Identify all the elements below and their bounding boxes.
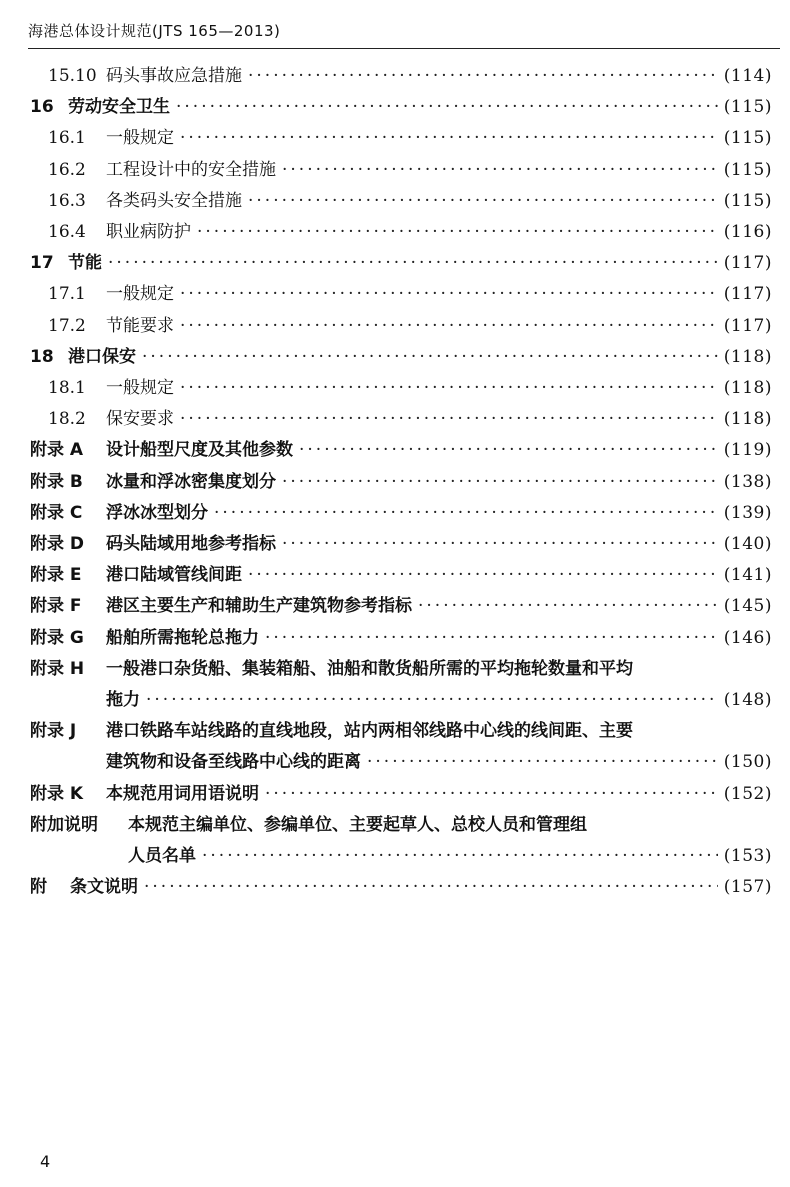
dot-leader (248, 187, 718, 215)
toc-entry (0, 748, 790, 776)
dot-leader (367, 748, 718, 776)
toc-entry-page: (141) (723, 565, 772, 586)
toc-entry-number: 16.1 (48, 128, 86, 149)
dot-leader (180, 124, 718, 152)
toc-entry-title: 一般港口杂货船、集装箱船、油船和散货船所需的平均拖轮数量和平均 (106, 658, 633, 679)
toc-entry-number: 18.2 (48, 409, 86, 430)
toc-entry-page: (157) (723, 877, 772, 898)
toc-entry-page: (119) (723, 440, 772, 461)
toc-entry (0, 249, 790, 277)
toc-entry (0, 218, 790, 246)
toc-entry-number: 附录 D (30, 534, 85, 554)
dot-leader (248, 561, 718, 589)
toc-entry-title: 港口陆域管线间距 (106, 565, 242, 586)
toc-entry-page: (115) (723, 128, 772, 149)
dot-leader (180, 280, 718, 308)
toc-entry-title: 劳动安全卫生 (68, 97, 170, 118)
toc-entry-title: 条文说明 (70, 877, 138, 898)
toc-entry-number: 附加说明 (30, 814, 98, 835)
toc-entry-number: 附录 J (30, 721, 77, 742)
toc-entry (0, 187, 790, 215)
toc-entry-page: (118) (723, 346, 772, 367)
toc-entry-page: (138) (723, 471, 772, 492)
toc-entry-page: (148) (723, 690, 772, 710)
toc-entry-title: 本规范主编单位、参编单位、主要起草人、总校人员和管理组 (128, 814, 587, 835)
toc-entry-page: (115) (723, 159, 772, 180)
toc-entry-number: 15.10 (48, 66, 97, 86)
dot-leader (144, 873, 718, 901)
toc-entry (0, 62, 790, 90)
toc-entry-title: 节能 (68, 253, 102, 274)
toc-entry (0, 873, 790, 901)
toc-entry-number: 附录 K (30, 783, 84, 804)
toc-entry-title: 拖力 (106, 690, 140, 710)
toc-entry-number: 16 (30, 97, 54, 118)
toc-entry-title: 一般规定 (106, 128, 174, 149)
toc-entry-page: (114) (723, 66, 772, 86)
toc-entry-page: (150) (723, 752, 772, 773)
toc-entry-page: (118) (723, 409, 772, 430)
toc-entry-number: 附录 H (30, 658, 85, 679)
toc-entry (0, 780, 790, 808)
toc-entry-page: (115) (723, 97, 772, 118)
toc-entry-title: 码头陆域用地参考指标 (106, 534, 276, 554)
toc-entry-number: 18 (30, 346, 54, 367)
dot-leader (180, 374, 718, 402)
dot-leader (180, 405, 718, 433)
toc-entry-title: 人员名单 (128, 846, 196, 866)
toc-entry (0, 717, 790, 745)
toc-entry (0, 592, 790, 620)
toc-entry (0, 811, 790, 839)
toc-entry-title: 保安要求 (106, 409, 174, 430)
toc-entry (0, 436, 790, 464)
toc-entry-number: 17.1 (48, 284, 86, 305)
dot-leader (265, 624, 718, 652)
toc-entry-title: 设计船型尺度及其他参数 (106, 440, 293, 461)
dot-leader (146, 686, 718, 714)
page-number: 4 (40, 1152, 51, 1171)
toc-entry-number: 附录 G (30, 627, 84, 648)
toc-entry (0, 156, 790, 184)
toc-entry-page: (152) (723, 783, 772, 804)
dot-leader (214, 499, 718, 527)
toc-entry-title: 节能要求 (106, 315, 174, 336)
toc-entry-title: 一般规定 (106, 378, 174, 398)
toc-entry-number: 18.1 (48, 378, 86, 398)
toc-entry (0, 499, 790, 527)
dot-leader (202, 842, 718, 870)
toc-entry-page: (153) (723, 846, 772, 866)
dot-leader (248, 62, 718, 90)
toc-entry-number: 附录 F (30, 596, 82, 617)
toc-entry-number: 附录 B (30, 471, 83, 492)
dot-leader (282, 468, 718, 496)
dot-leader (180, 312, 718, 340)
toc-entry-title: 港口铁路车站线路的直线地段，站内两相邻线路中心线的线间距、主要 (106, 721, 633, 742)
dot-leader (418, 592, 718, 620)
toc-entry-page: (146) (723, 627, 772, 648)
toc-entry-page: (117) (723, 253, 772, 274)
toc-entry-title: 本规范用词用语说明 (106, 783, 259, 804)
toc-entry-page: (115) (723, 190, 772, 211)
toc-entry-number: 附录 C (30, 502, 83, 523)
dot-leader (265, 780, 718, 808)
toc-entry-title: 冰量和浮冰密集度划分 (106, 471, 276, 492)
toc-entry-title: 浮冰冰型划分 (106, 502, 208, 523)
toc-entry-number: 16.4 (48, 222, 86, 242)
toc-entry (0, 93, 790, 121)
toc-entry-title: 工程设计中的安全措施 (106, 159, 276, 180)
toc-entry-number: 17.2 (48, 315, 86, 336)
toc-entry (0, 405, 790, 433)
toc-entry-page: (118) (723, 378, 772, 398)
toc-entry-page: (117) (723, 284, 772, 305)
header-divider (28, 48, 780, 49)
dot-leader (108, 249, 718, 277)
toc-entry-number: 附录 A (30, 440, 84, 461)
toc-entry (0, 124, 790, 152)
toc-entry-page: (140) (723, 534, 772, 554)
toc-entry-title: 码头事故应急措施 (106, 66, 242, 86)
toc-entry-title: 建筑物和设备至线路中心线的距离 (106, 752, 361, 773)
toc-entry-page: (117) (723, 315, 772, 336)
toc-entry-title: 港区主要生产和辅助生产建筑物参考指标 (106, 596, 412, 617)
dot-leader (299, 436, 718, 464)
toc-entry (0, 468, 790, 496)
toc-entry (0, 686, 790, 714)
toc-entry-title: 职业病防护 (106, 222, 191, 242)
dot-leader (282, 530, 718, 558)
toc-entry (0, 374, 790, 402)
toc-entry (0, 280, 790, 308)
dot-leader (282, 156, 718, 184)
toc-entry-number: 附录 E (30, 565, 82, 586)
toc-entry (0, 312, 790, 340)
toc-entry-page: (145) (723, 596, 772, 617)
toc-entry (0, 530, 790, 558)
toc-entry (0, 842, 790, 870)
toc-entry-number: 附 (30, 877, 47, 898)
dot-leader (176, 93, 718, 121)
dot-leader (142, 343, 718, 371)
toc-entry-title: 港口保安 (68, 346, 136, 367)
dot-leader (197, 218, 718, 246)
toc-entry-page: (116) (723, 222, 772, 242)
toc-entry-title: 船舶所需拖轮总拖力 (106, 627, 259, 648)
toc-entry-number: 17 (30, 253, 54, 274)
running-header: 海港总体设计规范(JTS 165—2013) (28, 22, 281, 40)
toc-entry-number: 16.3 (48, 190, 86, 211)
toc-entry (0, 561, 790, 589)
toc-entry-page: (139) (723, 502, 772, 523)
toc-entry-title: 各类码头安全措施 (106, 190, 242, 211)
toc-entry (0, 343, 790, 371)
toc-entry-number: 16.2 (48, 159, 86, 180)
toc-entry (0, 655, 790, 683)
toc-entry-title: 一般规定 (106, 284, 174, 305)
toc-entry (0, 624, 790, 652)
